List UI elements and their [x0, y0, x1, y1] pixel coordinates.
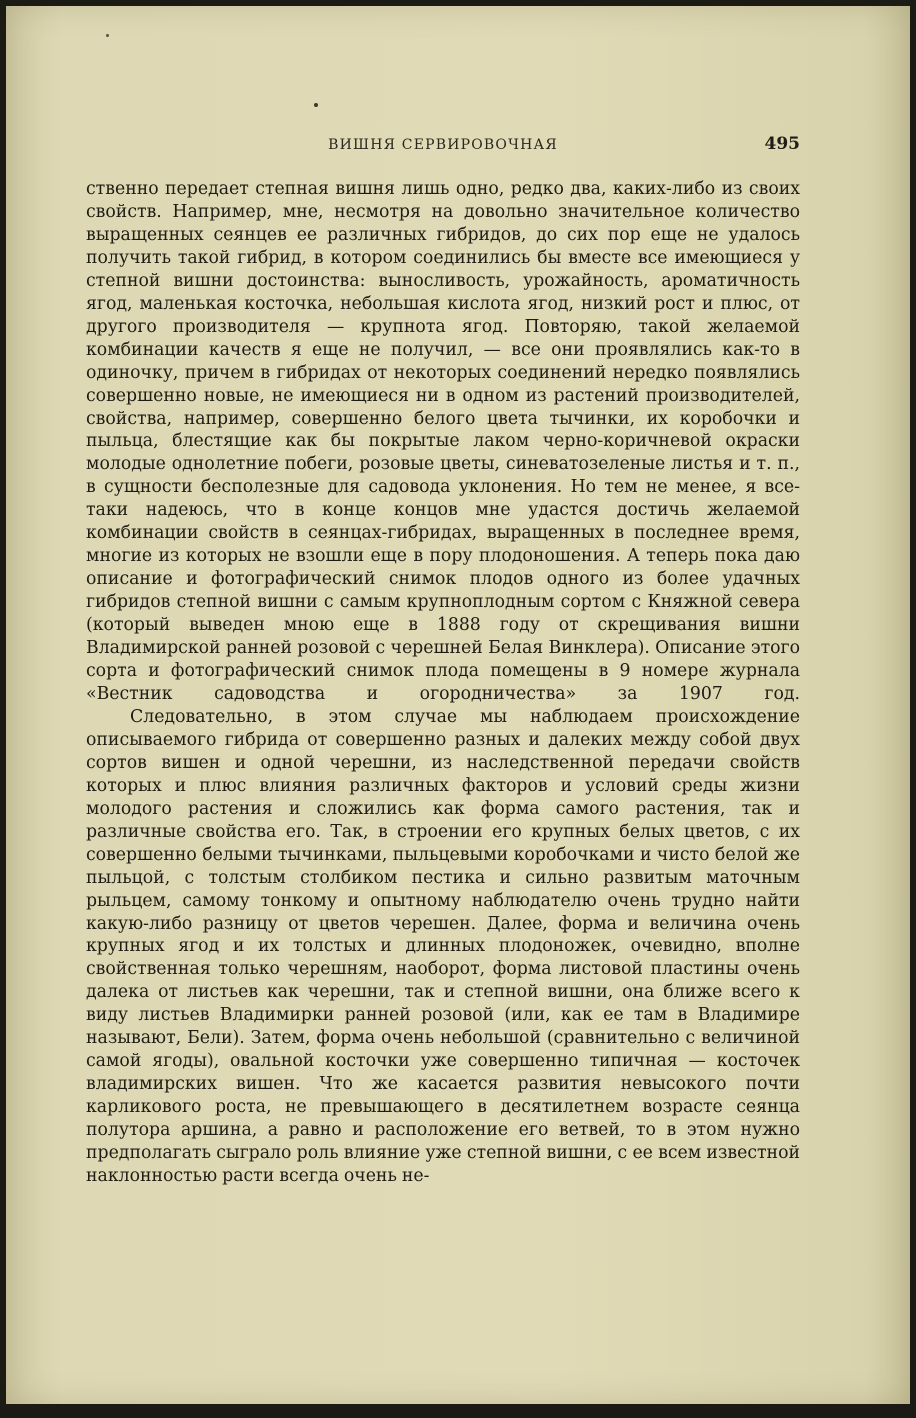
page-number: 495 — [764, 134, 800, 154]
paragraph: Следовательно, в этом случае мы наблюдаем происхождение описываемого гибрида от совершенно разных и далеких между собой двух сортов вишен и одной черешни, из наследственной передачи свойств которых и плюс влияния различных факторов и условий среды жизни молодого растения и сложились как форма самого растения, так и различные свойства его. Так, в строении его крупных белых цветов, с их совершенно белыми тычинками, пыльцевыми коробочками и чисто белой же пыльцой, с толстым столбиком пестика и сильно развитым маточным рыльцем, самому тонкому и опытному наблюдателю очень трудно найти какую-либо разницу от цветов черешен. Далее, форма и величина очень крупных ягод и их толстых и длинных плодоножек, очевидно, вполне свойственная только черешням, наоборот, форма листовой пластины очень далека от листьев как черешни, так и степной вишни, она ближе всего к виду листьев Владимирки ранней розовой (или, как ее там в Владимире называют, Бели). Затем, форма очень небольшой (сравнительно с величиной самой ягоды), овальной косточки уже совершенно типичная — косточек владимирских вишен. Что же касается развития невысокого почти карликового роста, не превышающего в десятилетнем возрасте сеянца полутора аршина, а равно и расположение его ветвей, то в этом нужно предполагать сыграло роль влияние уже степной вишни, с ее всем известной наклонностью расти всегда очень не- — [86, 706, 800, 1186]
running-title: ВИШНЯ СЕРВИРОВОЧНАЯ — [328, 137, 558, 153]
book-page — [6, 6, 910, 1404]
ink-speck — [106, 34, 109, 37]
body-text — [86, 178, 800, 1188]
running-head — [86, 134, 800, 161]
paragraph: ственно передает степная вишня лишь одно, редко два, каких-либо из своих свойств. Например, мне, несмотря на довольно значительное количество выращенных сеянцев ее различных гибридов, до сих пор еще не удалось получить такой гибрид, в котором соединились бы вместе все имеющиеся у степной вишни достоинства: выносливость, урожайность, ароматичность ягод, маленькая косточка, небольшая кислота ягод, низкий рост и плюс, от другого производителя — крупнота ягод. Повторяю, такой желаемой комбинации качеств я еще не получил, — все они проявлялись как-то в одиночку, причем в гибридах от некоторых соединений нередко появлялись совершенно новые, не имеющиеся ни в одном из растений производителей, свойства, например, совершенно белого цвета тычинки, их коробочки и пыльца, блестящие как бы покрытые лаком черно-коричневой окраски молодые однолетние побеги, розовые цветы, синеватозеленые листья и т. п., в сущности бесполезные для садовода уклонения. Но тем не менее, я все-таки надеюсь, что в конце концов мне удастся достичь желаемой комбинации свойств в сеянцах-гибридах, выращенных в последнее время, многие из которых не взошли еще в пору плодоношения. А теперь пока даю описание и фотографический снимок плодов одного из более удачных гибридов степной вишни с самым крупноплодным сортом с Княжной севера (который выведен мною еще в 1888 году от скрещивания вишни Владимирской ранней розовой с черешней Белая Винклера). Описание этого сорта и фотографический снимок плода помещены в 9 номере журнала «Вестник садоводства и огородничества» за 1907 год. — [86, 179, 800, 704]
ink-speck — [314, 103, 318, 107]
